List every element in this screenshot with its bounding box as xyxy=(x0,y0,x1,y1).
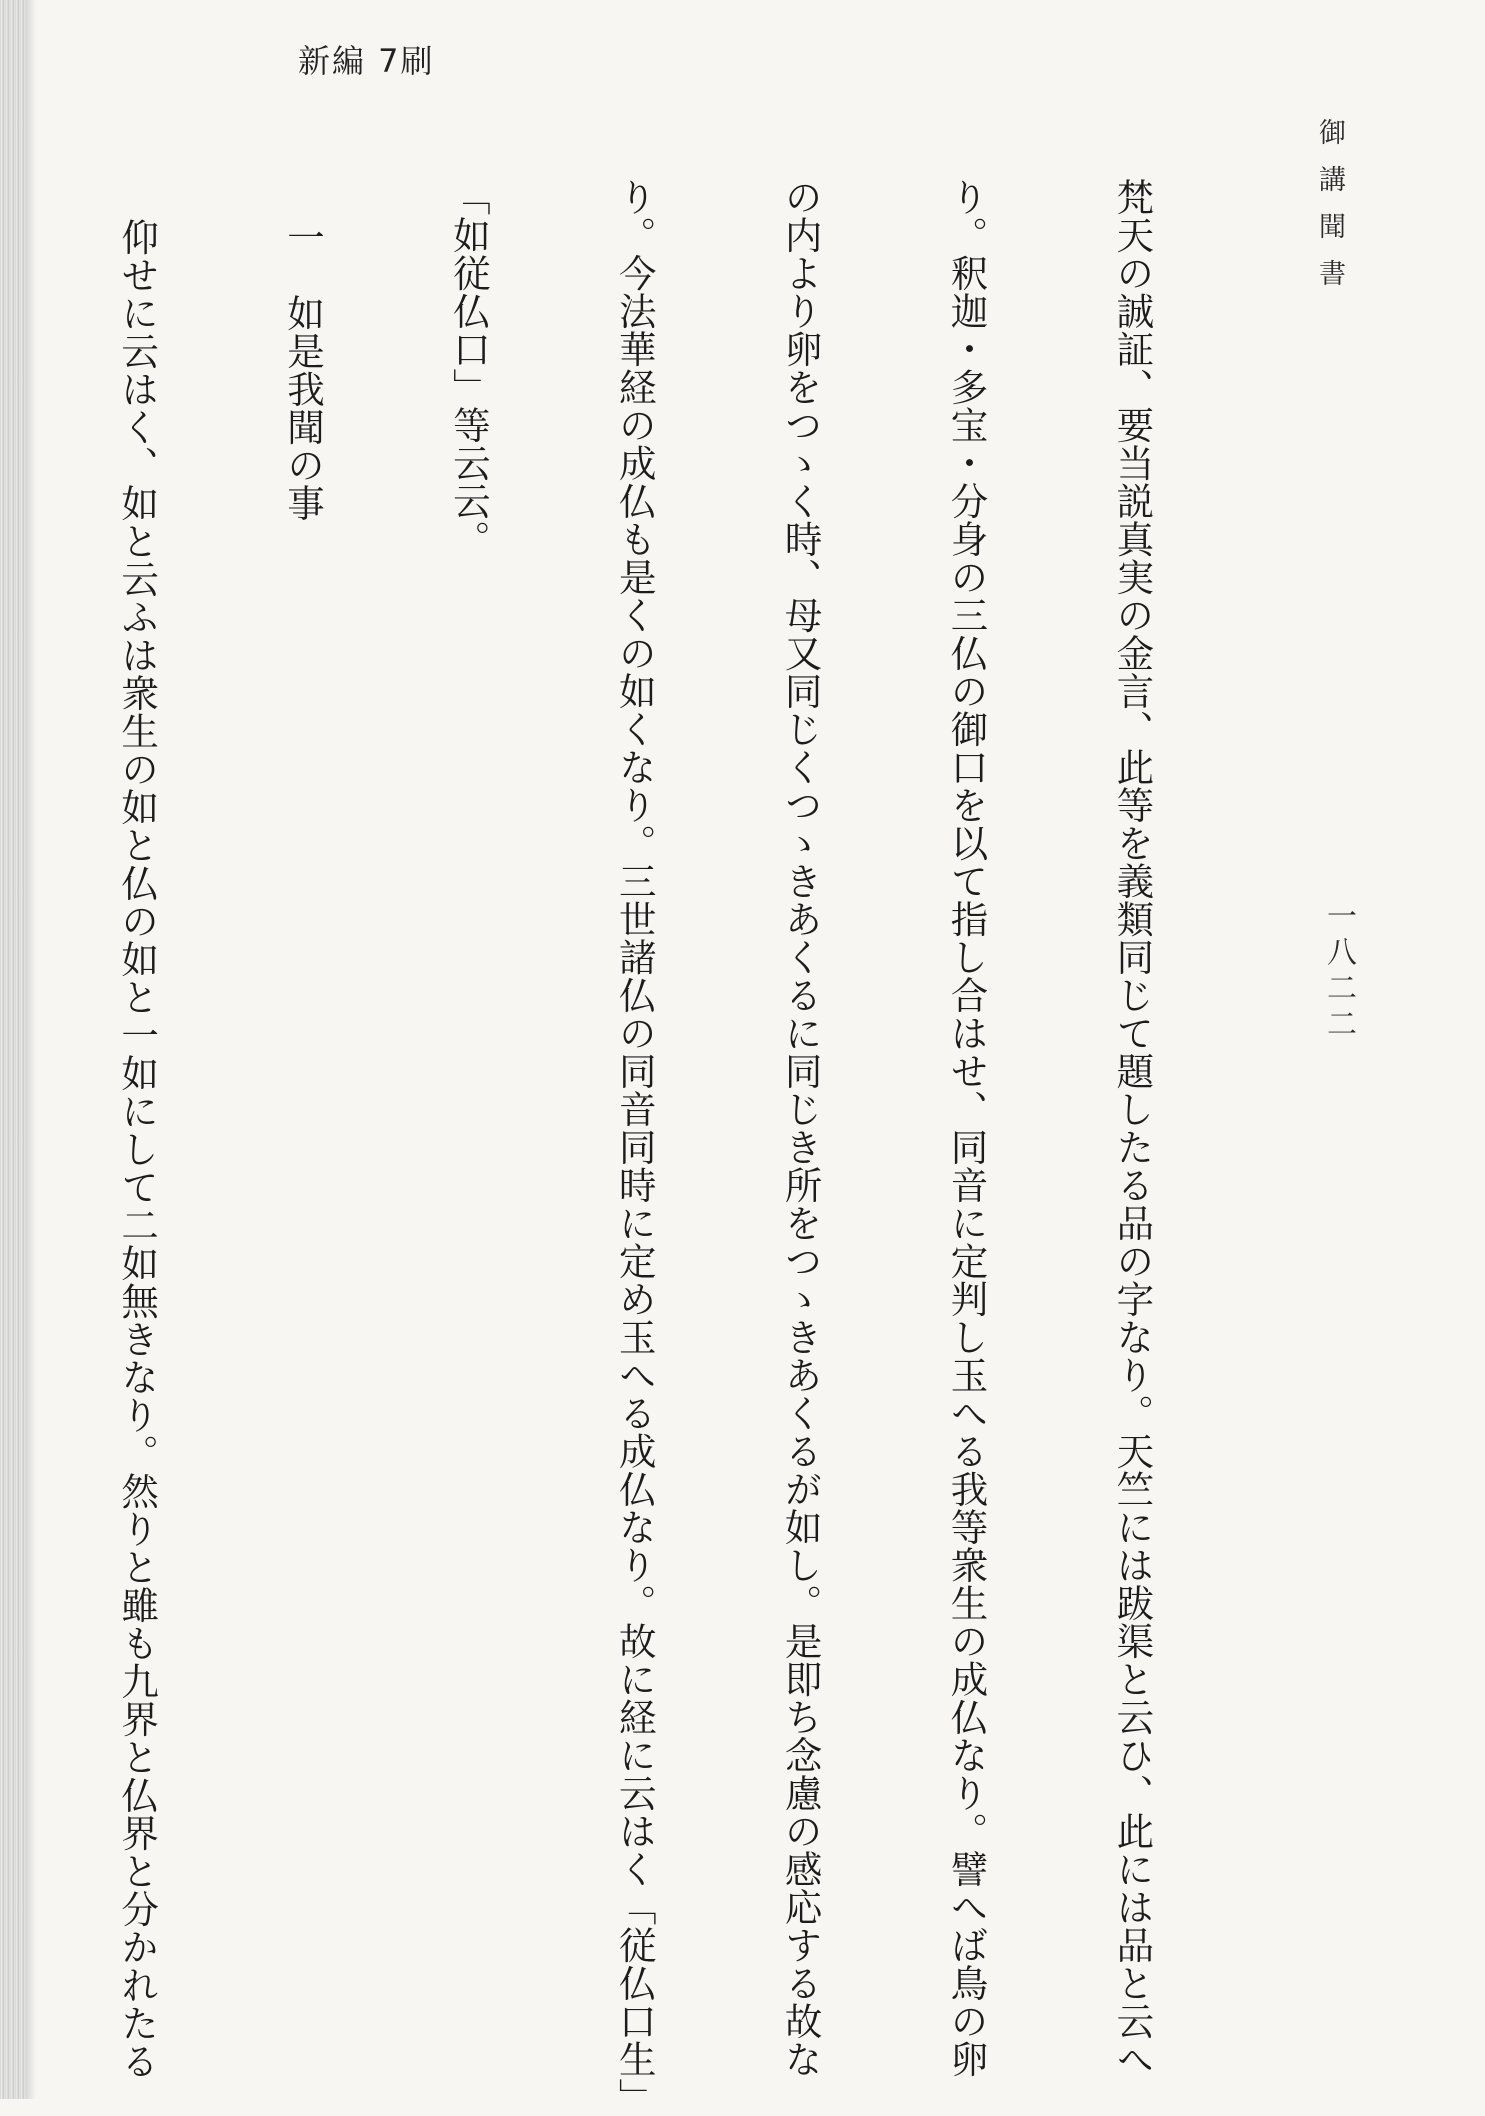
text-line: り。今法華経の成仏も是くの如くなり。三世諸仏の同音同時に定め玉へる成仏なり。故に経に云はく「従仏口生」 xyxy=(612,178,657,2116)
section-heading: 一 如是我聞の事 xyxy=(280,218,325,522)
text-line: 仰せに云はく、如と云ふは衆生の如と仏の如と一如にして二如無きなり。然りと雖も九界と仏界と分かれたる xyxy=(115,218,160,2080)
text-line: 「如従仏口」等云云。 xyxy=(446,178,491,558)
text-line: の内より卵をつゝく時、母又同じくつゝきあくるに同じき所をつゝきあくるが如し。是即ち念慮の感応する故な xyxy=(778,178,823,2078)
page-number: 一八二二 xyxy=(1321,900,1356,1044)
text-line: 梵天の誠証、要当説真実の金言、此等を義類同じて題したる品の字なり。天竺には跋渠と云ひ、此には品と云へ xyxy=(1110,178,1155,2078)
running-head: 御講聞書 xyxy=(1314,118,1345,306)
text-line: り。釈迦・多宝・分身の三仏の御口を以て指し合はせ、同音に定判し玉へる我等衆生の成仏なり。譬へば鳥の卵 xyxy=(944,178,989,2078)
body-text xyxy=(115,178,1270,2116)
edition-mark: 新編 7刷 xyxy=(298,42,435,80)
